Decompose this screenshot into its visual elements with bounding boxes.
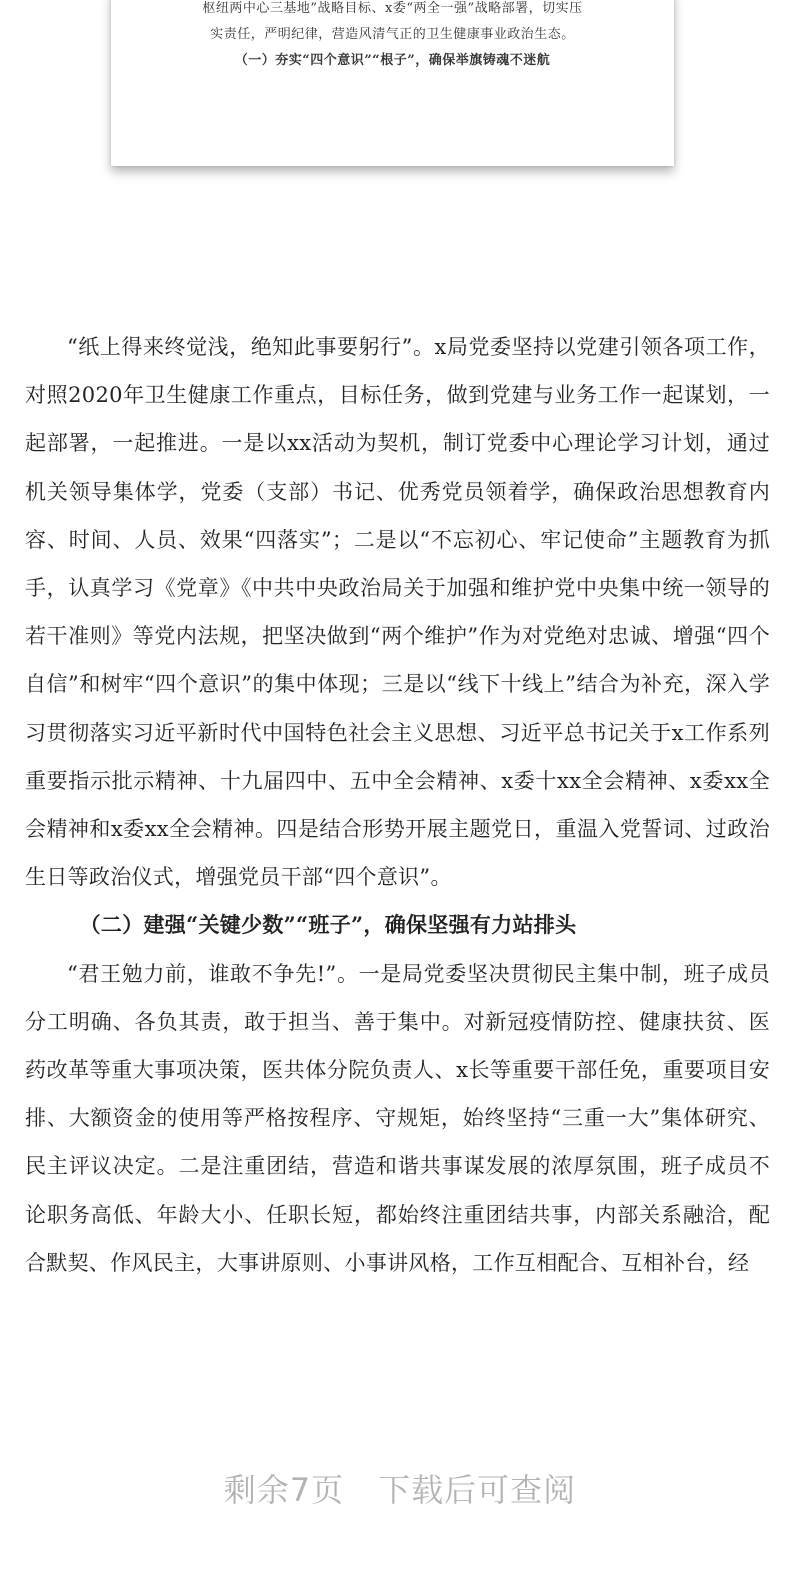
document-body bbox=[25, 323, 770, 1287]
preview-line: 枢纽两中心三基地”战略目标、x委“两全一强”战略部署，切实压 bbox=[202, 1, 583, 16]
paragraph: “君王勉力前，谁敢不争先!”。一是局党委坚决贯彻民主集中制，班子成员分工明确、各负其责，敢于担当、善于集中。对新冠疫情防控、健康扶贫、医药改革等重大事项决策，医共体分院负责人、x长等重要干部任免，重要项目安排、大额资金的使用等严格按程序、守规矩，始终坚持“三重一大”集体研究、民主评议决定。二是注重团结，营造和谐共事谋发展的浓厚氛围，班子成员不论职务高低、年龄大小、任职长短，都始终注重团结共事，内部关系融洽，配合默契、作风民主，大事讲原则、小事讲风格，工作互相配合、互相补台，经 bbox=[25, 961, 770, 1275]
previous-page-preview bbox=[111, 0, 674, 166]
remaining-pages-label: 剩余7页 bbox=[223, 1471, 345, 1509]
preview-line: 实责任，严明纪律，营造风清气正的卫生健康事业政治生态。 bbox=[210, 27, 575, 42]
paragraph: “纸上得来终觉浅，绝知此事要躬行”。x局党委坚持以党建引领各项工作，对照2020年卫生健康工作重点，目标任务，做到党建与业务工作一起谋划，一起部署，一起推进。一是以xx活动为契机，制订党委中心理论学习计划，通过机关领导集体学，党委（支部）书记、优秀党员领着学，确保政治思想教育内容、时间、人员、效果“四落实”；二是以“不忘初心、牢记使命”主题教育为抓手，认真学习《党章》《中共中央政治局关于加强和维护党中央集中统一领导的若干准则》等党内法规，把坚决做到“两个维护”作为对党绝对忠诚、增强“四个自信”和树牢“四个意识”的集中体现；三是以“线下十线上”结合为补充，深入学习贯彻落实习近平新时代中国特色社会主义思想、习近平总书记关于x工作系列重要指示批示精神、十九届四中、五中全会精神、x委十xx全会精神、x委xx全会精神和x委xx全会精神。四是结合形势开展主题党日，重温入党誓词、过政治生日等政治仪式，增强党员干部“四个意识”。 bbox=[25, 335, 770, 890]
section-heading: （二）建强“关键少数”“班子”，确保坚强有力站排头 bbox=[79, 912, 577, 938]
download-hint-label: 下载后可查阅 bbox=[378, 1471, 577, 1509]
preview-section-heading: （一）夯实“四个意识”“根子”，确保举旗铸魂不迷航 bbox=[234, 53, 551, 68]
download-notice[interactable] bbox=[0, 1468, 800, 1512]
